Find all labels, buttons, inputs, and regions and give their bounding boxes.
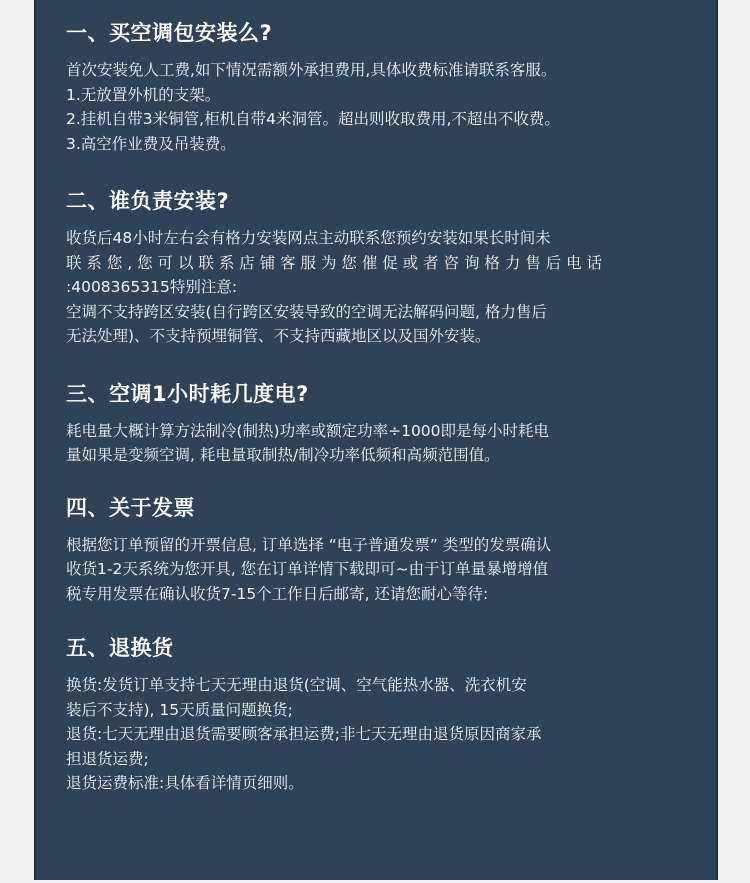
section-line: 换货:发货订单支持七天无理由退货(空调、空气能热水器、洗衣机安 [66, 676, 527, 694]
faq-panel [34, 0, 718, 880]
section-line: :4008365315特别注意: [66, 278, 238, 296]
section-line: 耗电量大概计算方法制冷(制热)功率或额定功率÷1000即是每小时耗电 [66, 421, 550, 440]
faq-section-power-consumption [66, 379, 688, 468]
section-title: 五、退换货 [66, 636, 174, 660]
section-line: 装后不支持), 15天质量问题换货; [66, 700, 293, 719]
section-line: 退货:七天无理由退货需要顾客承担运费;非七天无理由退货原因商家承 [66, 725, 542, 743]
faq-section-invoice [66, 493, 688, 607]
faq-section-returns [66, 633, 688, 796]
section-line: 收货后48小时左右会有格力安装网点主动联系您预约安装如果长时间未 [66, 229, 551, 247]
section-line: 收货1-2天系统为您开具, 您在订单详情下载即可~由于订单量暴增增值 [66, 560, 549, 578]
section-line: 退货运费标准:具体看详情页细则。 [66, 774, 304, 792]
section-title: 三、空调1小时耗几度电? [66, 381, 309, 406]
faq-section-installation-included [66, 18, 688, 156]
section-line: 2.挂机自带3米铜管,柜机自带4米洞管。超出则收取费用,不超出不收费。 [66, 110, 560, 128]
section-line: 量如果是变频空调, 耗电量取制热/制冷功率低频和高频范围值。 [66, 446, 500, 464]
section-line: 税专用发票在确认收货7-15个工作日后邮寄, 还请您耐心等待: [66, 584, 489, 603]
section-title: 四、关于发票 [66, 495, 195, 520]
section-line: 3.高空作业费及吊装费。 [66, 134, 236, 153]
section-title: 二、谁负责安装? [66, 189, 230, 213]
section-line: 无法处理)、不支持预埋铜管、不支持西藏地区以及国外安装。 [66, 327, 491, 345]
section-line: 联 系 您 , 您 可 以 联 系 店 铺 客 服 为 您 催 促 或 者 咨 询 格 力 售 后 电 话 [66, 253, 603, 272]
section-line: 担退货运费; [66, 749, 149, 768]
section-line: 根据您订单预留的开票信息, 订单选择 “电子普通发票” 类型的发票确认 [66, 535, 552, 554]
section-line: 空调不支持跨区安装(自行跨区安装导致的空调无法解码问题, 格力售后 [66, 302, 547, 321]
faq-section-who-installs [66, 186, 688, 349]
section-title: 一、买空调包安装么? [66, 21, 273, 45]
section-line: 1.无放置外机的支架。 [66, 85, 221, 104]
section-line: 首次安装免人工费,如下情况需额外承担费用,具体收费标准请联系客服。 [66, 61, 557, 79]
